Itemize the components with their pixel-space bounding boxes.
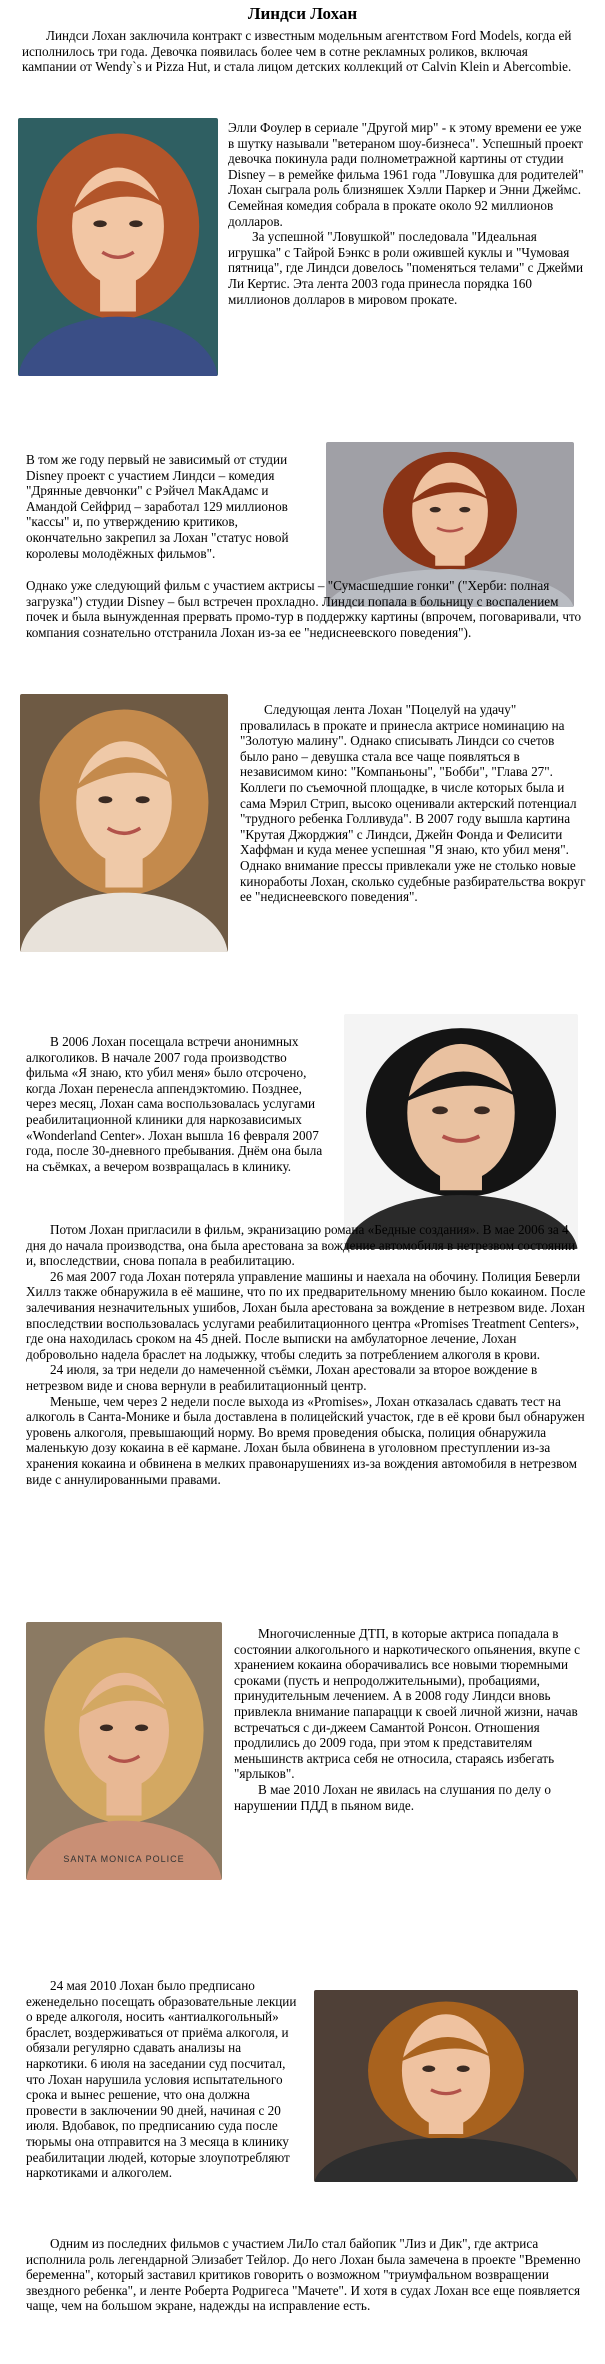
- section-4-paragraph: Следующая лента Лохан "Поцелуй на удачу" провалилась в прокате и принесла актрисе номинацию на "Золотую малину". Однако списывать Линдси со счетов было рано – девушка стала все чаще появляться в независимом кино: "Компаньоны", "Бобби", "Глава 27". Коллеги по съемочной площадке, в числе которых была и сама Мэрил Стрип, высоко оценивали актерский потенциал "трудного ребенка Голливуда". В 2007 году вышла картина "Крутая Джорджия" с Линдси, Джейн Фонда и Фелисити Хаффман и куда менее успешная "Я знаю, кто убил меня". Однако внимание прессы привлекали уже не столько новые киноработы Лохан, сколько судебные разбирательства вокруг ее "недиснеевского поведения".: [240, 702, 586, 905]
- section-6-paragraph-2: В мае 2010 Лохан не явилась на слушания по делу о нарушении ПДД в пьяном виде.: [234, 1781, 551, 1813]
- intro-paragraph: Линдси Лохан заключила контракт с известным модельным агентством Ford Models, когда ей исполнилось три года. Девочка появилась более чем в сотне рекламных роликов, включая кампании от Wendy`s и Pizza Hut, и стала лицом детских коллекций от Calvin Klein и Abercombie.: [22, 28, 572, 75]
- section-5-text: [26, 1222, 586, 1487]
- section-6-paragraph-1: Многочисленные ДТП, в которые актриса попадала в состоянии алкогольного и наркотического опьянения, вкупе с хранением кокаина оборачивались все новыми тюремными сроками (пусть и непродолжительными), пробациями, принудительным лечением. А в 2008 году Линдси вновь привлекла внимание папарацци к своей личной жизни, начав встречаться с ди-джеем Самантой Ронсон. Отношения продлились до 2009 года, при этом к представителям меньшинств актриса себя не относила, стараясь избегать "ярлыков".: [234, 1626, 581, 1782]
- section-6-text: [234, 1626, 586, 1813]
- section-2-paragraph-2: За успешной "Ловушкой" последовала "Идеальная игрушка" с Тайрой Бэнкс в роли ожившей куклы и "Чумовая пятница", где Линдси довелось "поменяться телами" с Джейми Ли Кертис. Эта лента 2003 года принесла порядка 160 миллионов долларов в мировом прокате.: [228, 229, 584, 307]
- section-5-paragraph-1: В 2006 Лохан посещала встречи анонимных алкоголиков. В начале 2007 года производство фильма «Я знаю, кто убил меня» было отсрочено, когда Лохан перенесла аппендэктомию. Позднее, через месяц, Лохан сама воспользовалась услугами реабилитационной клиники для наркозависимых «Wonderland Center». Лохан вышла 16 февраля 2007 года, после 30-дневного пребывания. Днём она была на съёмках, а вечером возвращалась в клинику.: [26, 1034, 323, 1174]
- dark-hair-portrait-photo: [344, 1014, 578, 1249]
- section-2-text: [228, 120, 586, 307]
- section-2-paragraph-1: Элли Фоулер в сериале "Другой мир" - к этому времени ее уже в шутку называли "ветераном шоу-бизнеса". Успешный проект девочка покинула ради полнометражной картины от студии Disney – в ремейке фильма 1961 года "Ловушка для родителей" Лохан сыграла роль близняшек Хэлли Паркер и Энни Джеймс. Семейная комедия собрала в прокате около 92 миллионов долларов.: [228, 120, 584, 229]
- section-7-paragraph-2: Одним из последних фильмов с участием ЛиЛо стал байопик "Лиз и Дик", где актриса исполнила роль легендарной Элизабет Тейлор. До него Лохан была замечена в проекте "Временно беременна", который заставил критиков говорить о возможном "триумфальном возвращении звездного ребенка", и ленте Роберта Родригеса "Мачете". И хотя в судах Лохан все еще появляется чаще, чем на большом экране, надежды на исправление есть.: [26, 2236, 581, 2314]
- section-5-paragraph-5: Меньше, чем через 2 недели после выхода из «Promises», Лохан отказалась сдавать тест на алкоголь в Санта-Монике и была доставлена в полицейский участок, где в её крови был обнаружен уровень алкоголя, превышающий норму. Во время проведения обыска, полиция обнаружила маленькую дозу кокаина в её кармане. Лохан была обвинена в уголовном преступлении из-за хранения кокаина и обвинена в мелких правонарушениях из-за вождения автомобиля в нетрезвом виде с аннулированными правами.: [26, 1393, 585, 1487]
- section-3-paragraph-2: Однако уже следующий фильм с участием актрисы – "Сумасшедшие гонки" ("Херби: полная загрузка") студии Disney – был встречен прохладно. Линдси попала в больницу с воспалением почек и была вынужденная прервать промо-тур в поддержку картины (впрочем, поговаривали, что компания сознательно отстранила Лохан из-за ее "недиснеевского поведения").: [26, 578, 582, 640]
- section-5-paragraph-4: 24 июля, за три недели до намеченной съёмки, Лохан арестовали за второе вождение в нетрезвом виде и снова вернули в реабилитационный центр.: [26, 1362, 538, 1393]
- courtroom-portrait-photo: [314, 1990, 578, 2182]
- section-3-paragraph-1: В том же году первый не зависимый от студии Disney проект с участием Линдси – комедия "Дрянные девчонки" с Рэйчел МакАдамс и Амандой Сейфрид – заработал 129 миллионов "кассы" и, по утверждению критиков, окончательно закрепил за Лохан "статус новой королевы молодёжных фильмов".: [26, 452, 289, 561]
- child-portrait-photo: [18, 118, 218, 376]
- mugshot-photo: [26, 1622, 222, 1880]
- blonde-portrait-photo: [20, 694, 228, 952]
- article-title: Линдси Лохан: [247, 4, 358, 23]
- section-5-paragraph-3: 26 мая 2007 года Лохан потеряла управление машины и наехала на обочину. Полиция Беверли Хиллз также обнаружила в её машине, что по их предварительному мнению было кокаином. После залечивания незначительных ушибов, Лохан была арестована за вождение в нетрезвом виде. Лохан впоследствии воспользовалась услугами реабилитационного центра «Promises Treatment Centers», где она находилась сроком на 45 дней. После выписки на амбулаторное лечение, Лохан добровольно надела браслет на лодыжку, чтобы следить за потреблением алкоголя в крови.: [26, 1268, 586, 1362]
- mugshot-sign-text: SANTA MONICA POLICE: [63, 1854, 185, 1865]
- section-7-paragraph-1: 24 мая 2010 Лохан было предписано еженедельно посещать образовательные лекции о вреде алкоголя, носить «антиалкогольный» браслет, воздерживаться от приёма алкоголя, и обязали регулярно сдавать анализы на наркотики. 6 июля на заседании суд посчитал, что Лохан нарушила условия испытательного срока и вынес решение, что она должна провести в заключении 90 дней, начиная с 20 июля. Вдобавок, по предписанию суда после тюрьмы она отправится на 3 месяца в клинику реабилитации людей, которые злоупотребляют наркотиками и алкоголем.: [26, 1978, 297, 2181]
- section-5-paragraph-2: Потом Лохан пригласили в фильм, экранизацию романа «Бедные создания». В мае 2006 за 4 дня до начала производства, она была арестована за вождение автомобиля в нетрезвом состоянии и, впоследствии, снова попала в реабилитацию.: [26, 1222, 576, 1269]
